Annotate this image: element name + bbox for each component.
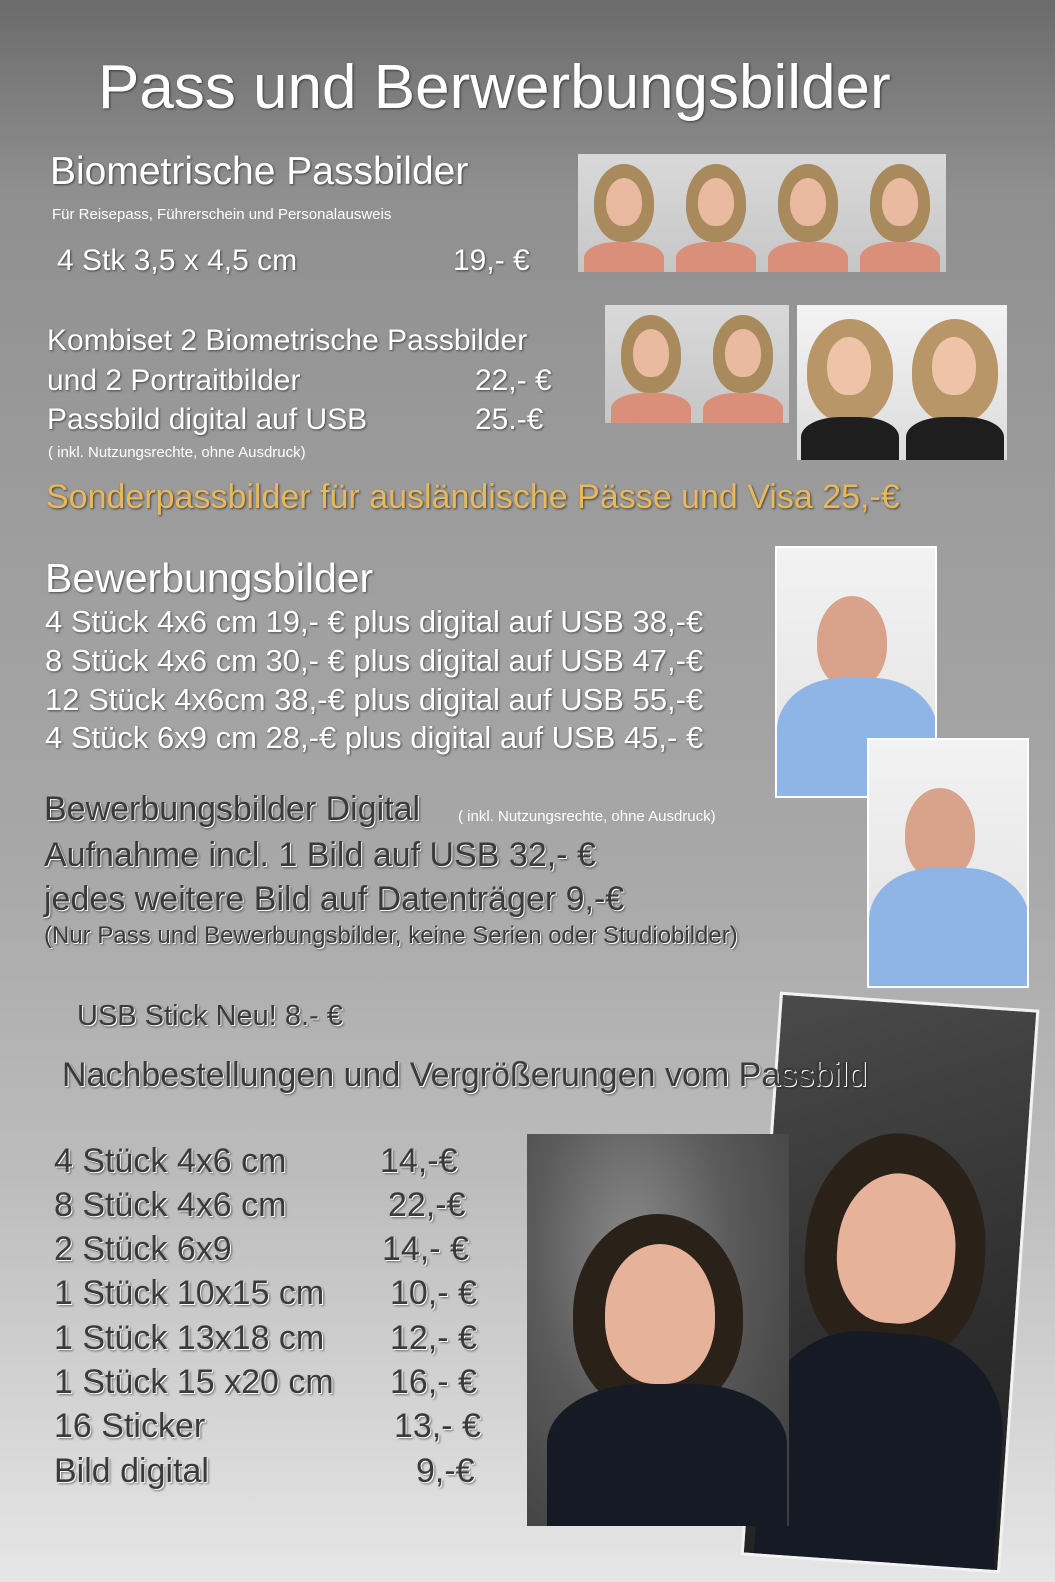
- application-photo-2: [867, 738, 1029, 988]
- kombi-line3: Passbild digital auf USB: [47, 403, 368, 436]
- digital-line-1: Aufnahme incl. 1 Bild auf USB 32,- €: [44, 836, 596, 874]
- biometric-photo-1: [578, 154, 670, 272]
- biometric-price: 19,- €: [453, 244, 530, 277]
- reorder-photo-front: [527, 1134, 789, 1526]
- application-line-3: 12 Stück 4x6cm 38,-€ plus digital auf USB 55,-€: [45, 682, 704, 717]
- reorder-item-label: Bild digital: [54, 1452, 209, 1490]
- kombi-portrait-2: [902, 305, 1007, 460]
- reorder-heading: Nachbestellungen und Vergrößerungen vom Passbild: [62, 1056, 868, 1094]
- application-line-2: 8 Stück 4x6 cm 30,- € plus digital auf USB 47,-€: [45, 643, 704, 678]
- biometric-item: 4 Stk 3,5 x 4,5 cm: [57, 244, 298, 277]
- reorder-item-price: 22,-€: [388, 1186, 466, 1224]
- digital-line-3: (Nur Pass und Bewerbungsbilder, keine Serien oder Studiobilder): [44, 922, 738, 949]
- reorder-item-label: 1 Stück 15 x20 cm: [54, 1363, 334, 1401]
- reorder-item-label: 8 Stück 4x6 cm: [54, 1186, 287, 1224]
- application-line-1: 4 Stück 4x6 cm 19,- € plus digital auf USB 38,-€: [45, 604, 704, 639]
- reorder-item-price: 14,-€: [380, 1142, 458, 1180]
- reorder-item-price: 13,- €: [394, 1407, 481, 1445]
- reorder-item-label: 16 Sticker: [54, 1407, 206, 1445]
- biometric-photo-4: [854, 154, 946, 272]
- usb-offer: USB Stick Neu! 8.- €: [77, 1000, 343, 1032]
- special-offer: Sonderpassbilder für ausländische Pässe und Visa 25,-€: [46, 478, 900, 516]
- application-heading: Bewerbungsbilder: [45, 555, 374, 601]
- digital-note: ( inkl. Nutzungsrechte, ohne Ausdruck): [458, 808, 716, 825]
- reorder-item-label: 1 Stück 10x15 cm: [54, 1274, 325, 1312]
- reorder-item-price: 10,- €: [390, 1274, 477, 1312]
- kombi-price2: 22,- €: [475, 364, 552, 397]
- biometric-heading: Biometrische Passbilder: [50, 150, 469, 193]
- reorder-item-price: 12,- €: [390, 1319, 477, 1357]
- kombi-portrait-1: [797, 305, 902, 460]
- digital-line-2: jedes weitere Bild auf Datenträger 9,-€: [44, 880, 625, 918]
- biometric-subtitle: Für Reisepass, Führerschein und Personalausweis: [52, 206, 392, 223]
- reorder-item-price: 9,-€: [416, 1452, 475, 1490]
- kombi-passphoto-2: [697, 305, 789, 423]
- reorder-item-label: 1 Stück 13x18 cm: [54, 1319, 325, 1357]
- digital-heading: Bewerbungsbilder Digital: [44, 790, 421, 828]
- reorder-item-price: 16,- €: [390, 1363, 477, 1401]
- kombi-price3: 25.-€: [475, 403, 544, 436]
- kombi-note: ( inkl. Nutzungsrechte, ohne Ausdruck): [48, 444, 306, 461]
- kombi-line1: Kombiset 2 Biometrische Passbilder: [47, 324, 528, 357]
- reorder-item-label: 2 Stück 6x9: [54, 1230, 232, 1268]
- kombi-line2: und 2 Portraitbilder: [47, 364, 301, 397]
- page-title: Pass und Berwerbungsbilder: [98, 53, 891, 122]
- reorder-item-price: 14,- €: [382, 1230, 469, 1268]
- reorder-item-label: 4 Stück 4x6 cm: [54, 1142, 287, 1180]
- application-line-4: 4 Stück 6x9 cm 28,-€ plus digital auf USB 45,- €: [45, 720, 704, 755]
- biometric-photo-3: [762, 154, 854, 272]
- kombi-passphoto-1: [605, 305, 697, 423]
- biometric-photo-2: [670, 154, 762, 272]
